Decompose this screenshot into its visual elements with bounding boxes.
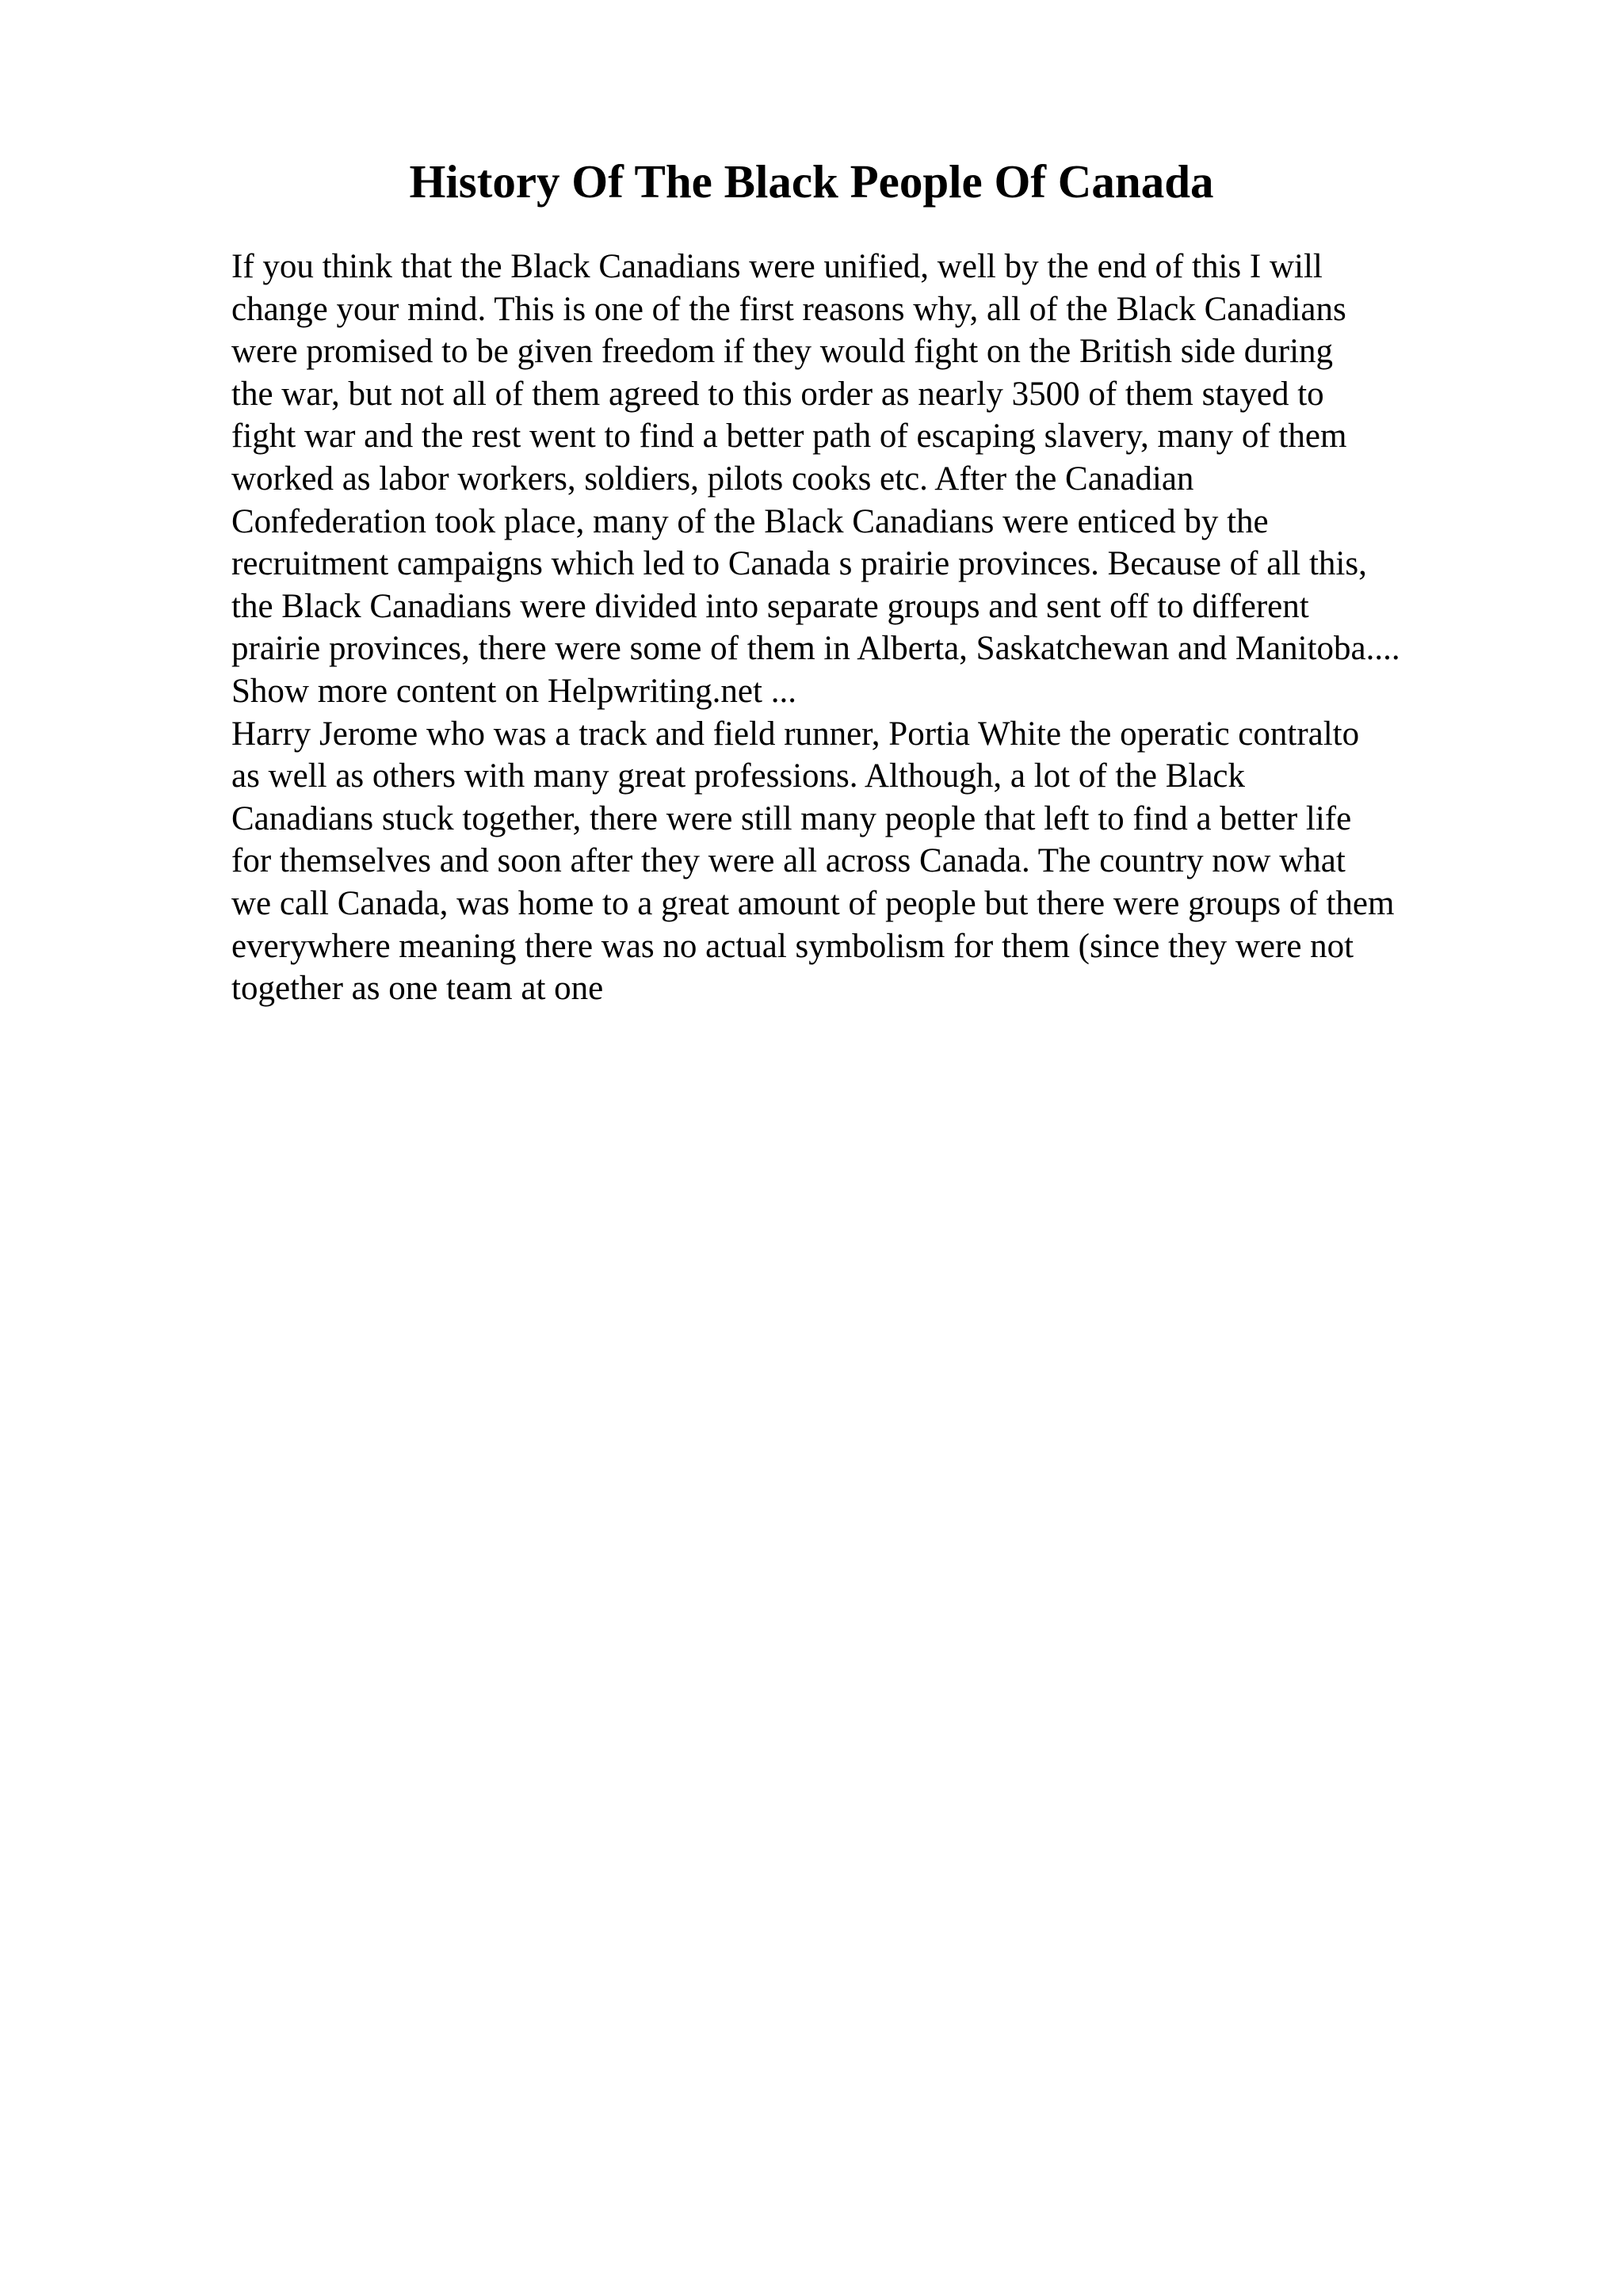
- text-line: everywhere meaning there was no actual symbolism for them (since they were not: [231, 927, 1354, 965]
- paragraph-1: [231, 246, 1515, 670]
- text-line: fight war and the rest went to find a better path of escaping slavery, many of them: [231, 418, 1347, 456]
- page-title: History Of The Black People Of Canada: [409, 155, 1214, 208]
- text-line: for themselves and soon after they were all across Canada. The country now what: [231, 842, 1346, 880]
- text-line: If you think that the Black Canadians were unified, well by the end of this I will: [231, 248, 1323, 285]
- text-line: we call Canada, was home to a great amount of people but there were groups of them: [231, 884, 1395, 922]
- paragraph-2: [231, 713, 1515, 1010]
- text-line: prairie provinces, there were some of them in Alberta, Saskatchewan and Manitoba....: [231, 630, 1400, 668]
- text-line: recruitment campaigns which led to Canada s prairie provinces. Because of all this,: [231, 545, 1367, 583]
- text-line: were promised to be given freedom if they would fight on the British side during: [231, 333, 1334, 371]
- text-line: Canadians stuck together, there were still many people that left to find a better life: [231, 799, 1352, 837]
- text-line: change your mind. This is one of the first reasons why, all of the Black Canadians: [231, 290, 1346, 328]
- text-line: the war, but not all of them agreed to this order as nearly 3500 of them stayed to: [231, 375, 1324, 413]
- text-line: together as one team at one: [231, 970, 604, 1008]
- text-line: Confederation took place, many of the Black Canadians were enticed by the: [231, 502, 1269, 540]
- text-line: worked as labor workers, soldiers, pilots cooks etc. After the Canadian: [231, 460, 1194, 498]
- document-body: [231, 246, 1515, 1010]
- show-more-text: Show more content on Helpwriting.net ...: [231, 672, 796, 710]
- text-line: the Black Canadians were divided into separate groups and sent off to different: [231, 587, 1309, 625]
- text-line: Harry Jerome who was a track and field runner, Portia White the operatic contralto: [231, 715, 1360, 753]
- text-line: as well as others with many great professions. Although, a lot of the Black: [231, 757, 1245, 795]
